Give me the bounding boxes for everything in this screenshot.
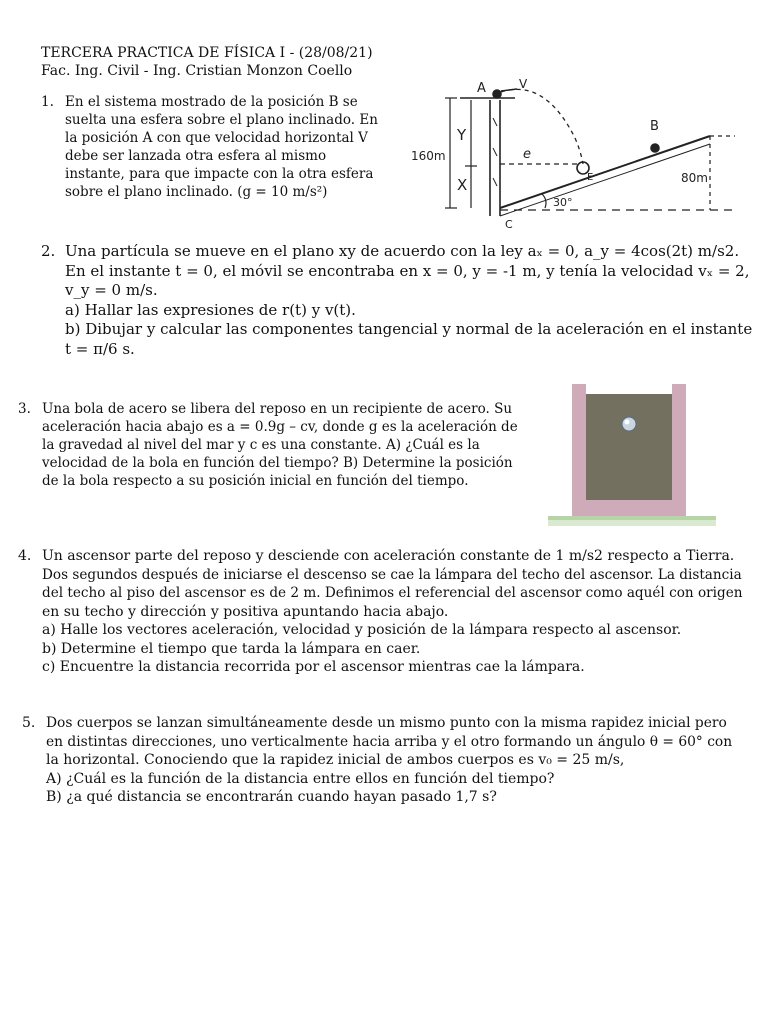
steel-ball — [622, 417, 636, 431]
text-line: a) Halle los vectores aceleración, velocidad y posición de la lámpara respecto al ascensor. — [42, 622, 682, 638]
text-line: B) ¿a qué distancia se encontrarán cuando hayan pasado 1,7 s? — [46, 789, 497, 805]
label-a: A — [477, 81, 486, 96]
incline-underside — [500, 144, 710, 216]
text-line: en distintas direcciones, uno verticalmente hacia arriba y el otro formando un ángulo θ = 60° con — [46, 733, 733, 750]
text-line: del techo al piso del ascensor es de 2 m. Definimos el referencial del ascensor como aquél con origen — [42, 585, 743, 601]
container-wall-right — [672, 384, 686, 516]
label-b: B — [650, 119, 659, 134]
container-wall-left — [572, 384, 586, 516]
container-base — [572, 500, 686, 516]
container-liquid — [586, 394, 672, 500]
text-line: instante, para que impacte con la otra esfera — [65, 166, 374, 182]
problem-4 — [18, 547, 758, 677]
document-title: TERCERA PRACTICA DE FÍSICA I - (28/08/21) — [41, 45, 373, 61]
label-x: X — [457, 176, 468, 194]
problem-4-text — [42, 547, 758, 677]
text-line: A) ¿Cuál es la función de la distancia entre ellos en función del tiempo? — [46, 770, 555, 787]
document-subtitle: Fac. Ing. Civil - Ing. Cristian Monzon Coello — [41, 63, 353, 79]
ball-highlight — [625, 420, 630, 425]
problem-1 — [41, 93, 386, 201]
ground-strip — [548, 520, 716, 526]
text-line: aceleración hacia abajo es a = 0.9g – cv, donde g es la aceleración de — [42, 419, 518, 435]
text-line: la gravedad al nivel del mar y c es una constante. A) ¿Cuál es la — [42, 437, 480, 453]
text-line: debe ser lanzada otra esfera al mismo — [65, 148, 327, 164]
ground-line — [548, 516, 716, 520]
text-line: En el instante t = 0, el móvil se encontraba en x = 0, y = -1 m, y tenía la velocidad vₓ = 2, — [65, 261, 750, 280]
text-line: Dos cuerpos se lanzan simultáneamente desde un mismo punto con la misma rapidez inicial pero — [46, 715, 727, 731]
label-e: e — [523, 147, 531, 162]
text-line: b) Determine el tiempo que tarda la lámpara en caer. — [42, 640, 421, 657]
label-v: V — [519, 78, 528, 91]
label-angle: 30° — [553, 196, 573, 209]
text-line: la posición A con que velocidad horizontal V — [65, 130, 368, 146]
problem-number: 1. — [41, 94, 54, 110]
problem-2-text — [65, 242, 751, 359]
text-line: de la bola respecto a su posición inicial en función del tiempo. — [42, 473, 469, 489]
problem-number: 3. — [18, 401, 31, 417]
problem-1-text — [65, 93, 386, 201]
problem-number: 5. — [22, 715, 36, 731]
problem-3 — [18, 400, 533, 490]
text-line: b) Dibujar y calcular las componentes tangencial y normal de la aceleración en el instante — [65, 320, 753, 338]
incline-diagram — [405, 78, 745, 234]
label-y: Y — [457, 126, 467, 144]
trajectory-path — [501, 89, 583, 164]
incline-plane — [500, 136, 710, 208]
text-line: suelta una esfera sobre el plano inclinado. En — [65, 112, 378, 128]
text-line: Una partícula se mueve en el plano xy de acuerdo con la ley aₓ = 0, a_y = 4cos(2t) m/s2. — [65, 242, 740, 260]
text-line: la horizontal. Conociendo que la rapidez inicial de ambos cuerpos es v₀ = 25 m/s, — [46, 752, 625, 768]
problem-number: 4. — [18, 548, 32, 564]
text-line: v_y = 0 m/s. — [65, 281, 158, 299]
problem-number: 2. — [41, 242, 56, 260]
label-80m: 80m — [681, 171, 708, 185]
problem-5 — [22, 714, 762, 807]
hatch — [493, 178, 497, 186]
ball-a — [493, 90, 501, 98]
text-line: sobre el plano inclinado. (g = 10 m/s²) — [65, 184, 328, 200]
text-line: Un ascensor parte del reposo y desciende con aceleración constante de 1 m/s2 respecto a Tierra. — [42, 548, 735, 564]
text-line: En el sistema mostrado de la posición B se — [65, 94, 358, 110]
text-line: velocidad de la bola en función del tiempo? B) Determine la posición — [42, 455, 513, 471]
container-figure — [548, 384, 716, 526]
text-line: c) Encuentre la distancia recorrida por el ascensor mientras cae la lámpara. — [42, 659, 585, 675]
problem-2 — [41, 242, 751, 359]
problem-5-text — [46, 714, 762, 807]
document-header — [41, 44, 373, 80]
text-line: a) Hallar las expresiones de r(t) y v(t). — [65, 300, 356, 319]
label-c: C — [505, 218, 513, 231]
text-line: Una bola de acero se libera del reposo en un recipiente de acero. Su — [42, 401, 513, 417]
problem-3-text — [42, 400, 533, 490]
text-line: Dos segundos después de iniciarse el descenso se cae la lámpara del techo del ascensor. La distancia — [42, 566, 742, 583]
label-160m: 160m — [411, 149, 446, 163]
hatch — [493, 118, 497, 126]
text-line: t = π/6 s. — [65, 339, 135, 358]
text-line: en su techo y dirección y positiva apuntando hacia abajo. — [42, 603, 449, 620]
hatch — [493, 148, 497, 156]
label-e-point: E — [587, 172, 594, 183]
ball-b — [651, 144, 659, 152]
